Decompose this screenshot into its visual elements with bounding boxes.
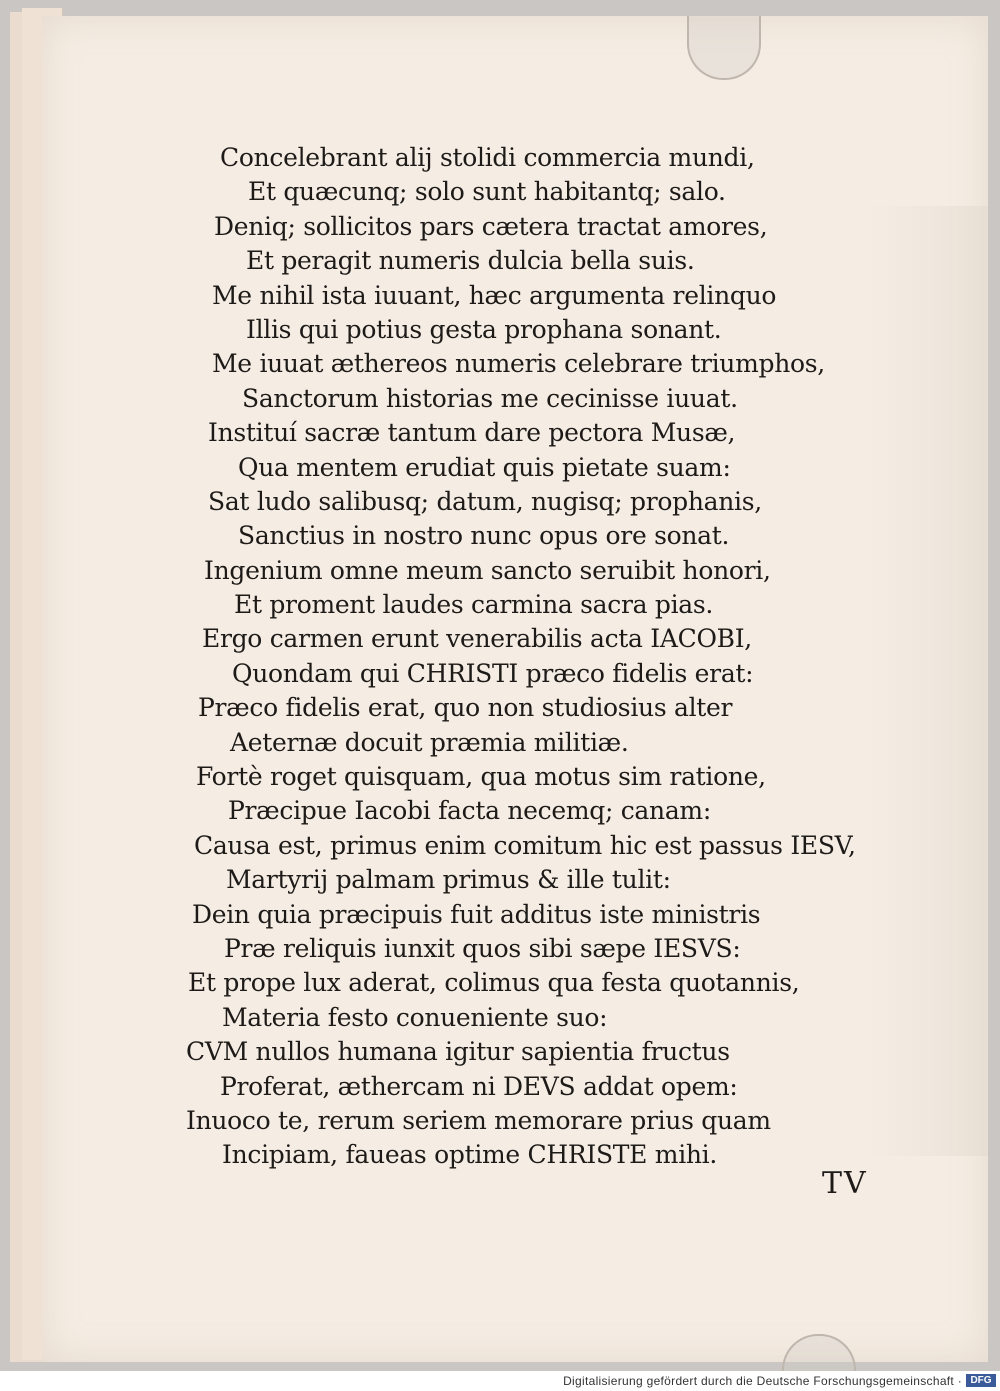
- verse-line: Quondam qui CHRISTI præco fidelis erat:: [232, 658, 754, 688]
- verse-line: Deniq; sollicitos pars cætera tractat amores,: [214, 211, 768, 241]
- verse-line: Præco fidelis erat, quo non studiosius alter: [198, 693, 733, 723]
- verse-line: Qua mentem erudiat quis pietate suam:: [238, 452, 731, 482]
- verse-line: Sanctorum historias me cecinisse iuuat.: [242, 383, 738, 413]
- verse-line: Concelebrant alij stolidi commercia mundi,: [220, 143, 755, 172]
- verse-line: Fortè roget quisquam, qua motus sim ratione,: [196, 762, 766, 792]
- verse-line: Præ reliquis iunxit quos sibi sæpe IESVS:: [224, 933, 741, 963]
- bottom-page-clip: [782, 1334, 856, 1371]
- verse-line: Materia festo conueniente suo:: [222, 1002, 608, 1032]
- poem-text-block: [42, 141, 988, 1173]
- footer-bar: [0, 1371, 1000, 1391]
- verse-line: Dein quia præcipuis fuit additus iste ministris: [192, 899, 761, 929]
- verse-line: Instituí sacræ tantum dare pectora Musæ,: [208, 418, 736, 448]
- verse-line: Sat ludo salibusq; datum, nugisq; prophanis,: [208, 486, 762, 516]
- verse-line: Sanctius in nostro nunc opus ore sonat.: [238, 521, 730, 551]
- digitization-credit: Digitalisierung gefördert durch die Deutsche Forschungsgemeinschaft ·: [563, 1374, 962, 1388]
- verse-line: Et proment laudes carmina sacra pias.: [234, 590, 714, 620]
- top-page-clip: [687, 16, 761, 80]
- verse-line: Me nihil ista iuuant, hæc argumenta relinquo: [212, 280, 777, 310]
- verse-line: Et quæcunq; solo sunt habitantq; salo.: [248, 177, 726, 207]
- verse-line: Et peragit numeris dulcia bella suis.: [246, 246, 695, 276]
- dfg-logo-icon: DFG: [966, 1374, 996, 1387]
- verse-line: Et prope lux aderat, colimus qua festa quotannis,: [188, 968, 800, 998]
- verse-line: Illis qui potius gesta prophana sonant.: [246, 314, 722, 344]
- verse-line: Martyrij palmam primus & ille tulit:: [226, 865, 671, 895]
- verse-line: Proferat, æthercam ni DEVS addat opem:: [220, 1071, 738, 1101]
- verse-line: Præcipue Iacobi facta necemq; canam:: [228, 796, 711, 826]
- verse-line: Aeternæ docuit præmia militiæ.: [230, 727, 629, 757]
- catchword: TV: [822, 1166, 868, 1201]
- verse-line: Incipiam, faueas optime CHRISTE mihi.: [222, 1140, 718, 1170]
- verse-line: Inuoco te, rerum seriem memorare prius quam: [186, 1105, 771, 1135]
- verse-line: CVM nullos humana igitur sapientia fructus: [186, 1037, 730, 1067]
- verse-line: Me iuuat æthereos numeris celebrare triumphos,: [212, 349, 825, 379]
- verse-line: Ingenium omne meum sancto seruibit honori,: [204, 555, 771, 585]
- verse-line: Causa est, primus enim comitum hic est passus IESV,: [194, 830, 856, 860]
- book-page: [42, 16, 988, 1362]
- verse-line: Ergo carmen erunt venerabilis acta IACOBI,: [202, 624, 752, 654]
